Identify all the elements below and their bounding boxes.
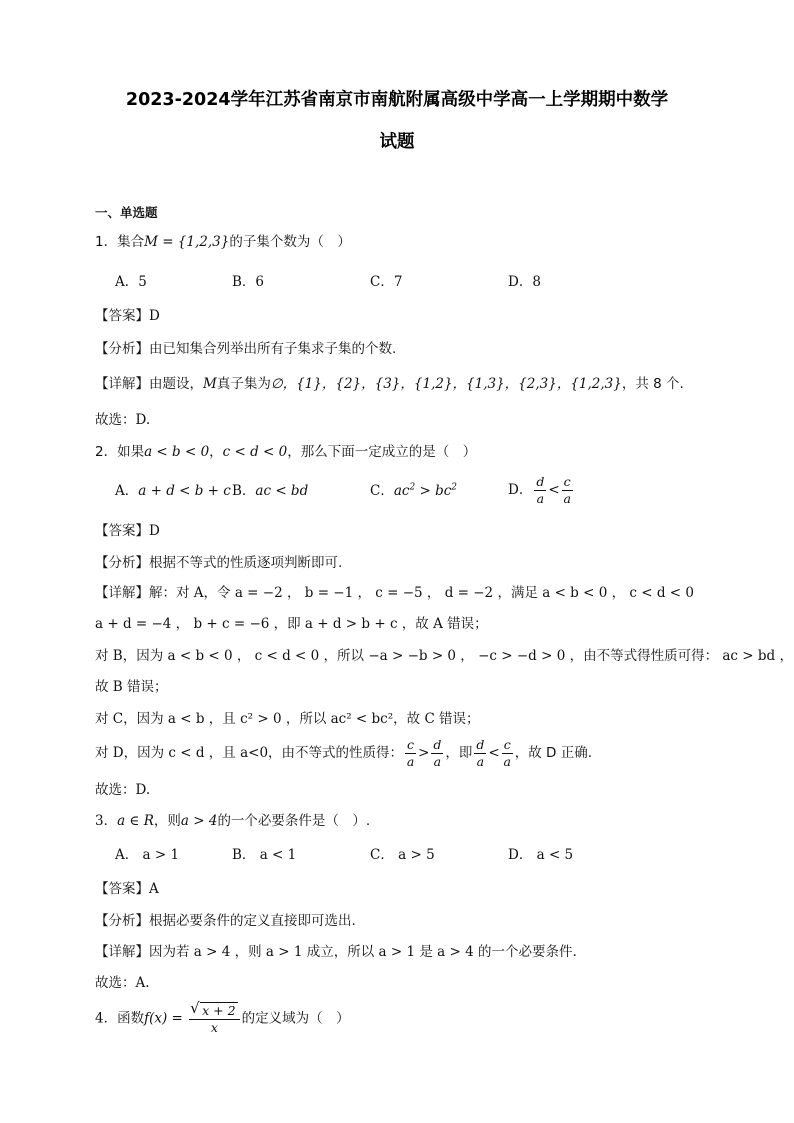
q3-conclusion: 故选：A.: [95, 975, 150, 991]
q2-detail-line2: a + d = −4 ， b + c = −6 ，即 a + d > b + c ，故 A 错误；: [95, 616, 488, 632]
q3-detail: 【详解】因为若 a > 4 ，则 a > 1 成立，所以 a > 1 是 a > 4 的一个必要条件.: [95, 944, 577, 960]
q3-stem: 3．a ∈ R，则a > 4的一个必要条件是（ ）.: [95, 813, 371, 829]
q3-option-b: B． a < 1: [232, 847, 297, 863]
q2-detail-line5: 对 C，因为 a < b ，且 c² > 0 ，所以 ac² < bc²，故 C 错误；: [95, 711, 480, 727]
q3-analysis: 【分析】根据必要条件的定义直接即可选出.: [95, 913, 356, 929]
q2-detail-line3: 对 B，因为 a < b < 0 ， c < d < 0 ，所以 −a > −b > 0 ， −c > −d > 0 ，由不等式得性质可得： ac > bd ，: [95, 648, 793, 664]
q1-stem: 1．集合M = {1,2,3}的子集个数为（ ）: [95, 234, 351, 250]
q2-option-b: B．ac < bd: [232, 483, 309, 499]
q1-option-b: B．6: [232, 274, 265, 290]
q1-conclusion: 故选：D.: [95, 412, 151, 428]
q1-analysis: 【分析】由已知集合列举出所有子集求子集的个数.: [95, 341, 397, 357]
section-heading: 一、单选题: [95, 205, 158, 220]
sqrt-symbol: √ x + 2: [200, 1002, 237, 1019]
q4-fraction: √ $\frac{x + 2}{x}$: [189, 1002, 239, 1036]
q4-stem: 4．函数f(x) = √ $\frac{x + 2}{x}$ 的定义域为（ ）: [95, 1002, 350, 1036]
q2-stem: 2．如果a < b < 0，c < d < 0，那么下面一定成立的是（ ）: [95, 444, 477, 460]
document-title-line2: 试题: [379, 132, 415, 152]
q3-option-a: A． a > 1: [115, 847, 180, 863]
q3-answer: 【答案】A: [95, 881, 159, 897]
q2-answer: 【答案】D: [95, 523, 160, 539]
q2-detail-line4: 故 B 错误；: [95, 679, 168, 695]
q2-analysis: 【分析】根据不等式的性质逐项判断即可.: [95, 555, 343, 571]
q3-option-c: C． a > 5: [370, 847, 435, 863]
q1-option-d: D．8: [508, 274, 541, 290]
q3-option-d: D． a < 5: [508, 847, 574, 863]
q2-option-d-fraction-1: $\frac{d}{a}$: [536, 474, 545, 506]
q2-option-a: A．a + d < b + c: [115, 483, 231, 499]
document-title-line1: 2023-2024学年江苏省南京市南航附属高级中学高一上学期期中数学: [125, 90, 669, 110]
q2-option-d: D． $\frac{d}{a}$ < $\frac{c}{a}$: [508, 474, 571, 506]
q1-option-a: A．5: [115, 274, 147, 290]
q2-detail-line1: 【详解】解：对 A，令 a = −2 ， b = −1 ， c = −5 ， d = −2 ，满足 a < b < 0 ， c < d < 0: [95, 585, 694, 601]
q2-conclusion: 故选：D.: [95, 782, 151, 798]
q1-answer: 【答案】D: [95, 308, 160, 324]
q2-option-d-fraction-2: $\frac{c}{a}$: [563, 474, 571, 506]
q1-option-c: C．7: [370, 274, 403, 290]
q2-option-c: C．$ac^2 > bc^2$: [370, 482, 458, 499]
q2-detail-line6: 对 D，因为 c < d ，且 a<0，由不等式的性质得： $\frac{c}{a}$ > $\frac{d}{a}$ ，即 $\frac{d}{a}$ < $\frac{c}{a}$ ，故 D 正确.: [95, 737, 593, 769]
q1-stem-math: M = {1,2,3}: [144, 234, 230, 250]
q1-detail: 【详解】由题设，M真子集为∅，{1}，{2}，{3}，{1,2}，{1,3}，{2,3}，{1,2,3}，共 8 个.: [95, 376, 684, 392]
